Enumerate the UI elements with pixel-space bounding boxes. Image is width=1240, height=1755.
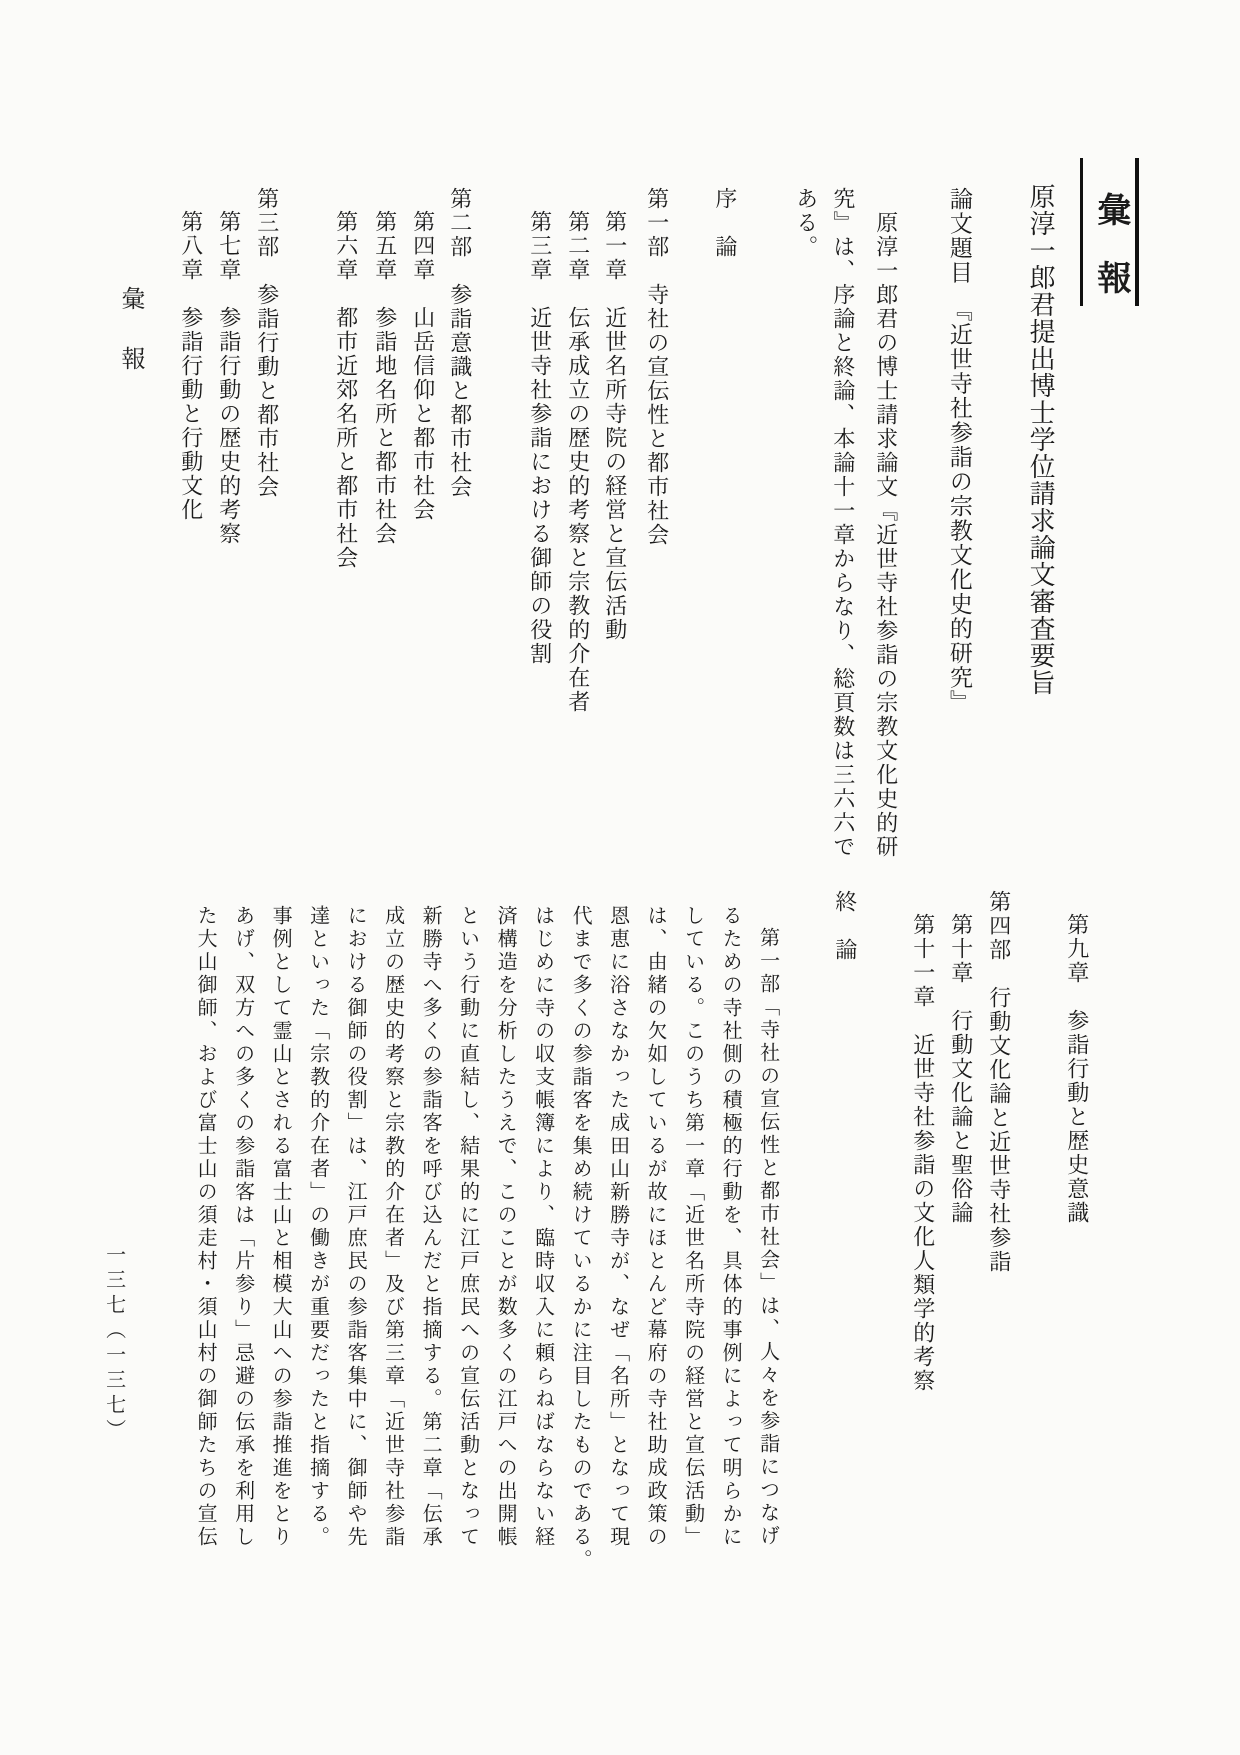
masthead-rule-left	[1080, 158, 1083, 306]
review-heading: 原淳一郎君提出博士学位請求論文審査要旨	[1025, 183, 1056, 696]
toc-entry-section: 終 論	[831, 890, 857, 962]
toc-entry-chapter: 第一章 近世名所寺院の経営と宣伝活動	[601, 210, 627, 642]
toc-entry-chapter: 第十一章 近世寺社参詣の文化人類学的考察	[909, 913, 935, 1393]
toc-entry-part: 第一部 寺社の宣伝性と都市社会	[643, 187, 669, 547]
toc-entry-part: 第四部 行動文化論と近世寺社参詣	[985, 890, 1011, 1274]
masthead-title: 彙報	[1090, 192, 1131, 328]
intro-column: 究』は、序論と終論、本論十一章からなり、総頁数は三六六で	[829, 187, 855, 859]
toc-entry-chapter: 第六章 都市近郊名所と都市社会	[332, 210, 358, 570]
toc-entry-part: 第三部 参詣行動と都市社会	[253, 187, 279, 499]
body-column: は、由緒の欠如しているが故にほとんど幕府の寺社助成政策の	[644, 905, 669, 1549]
toc-entry-chapter: 第九章 参詣行動と歴史意識	[1063, 913, 1089, 1225]
toc-entry-section: 序 論	[711, 187, 737, 259]
toc-entry-chapter: 第八章 参詣行動と行動文化	[177, 210, 203, 522]
toc-entry-part: 第二部 参詣意識と都市社会	[446, 187, 472, 499]
body-column: 新勝寺へ多くの参詣客を呼び込んだと指摘する。第二章「伝承	[419, 905, 444, 1549]
toc-entry-chapter: 第二章 伝承成立の歴史的考察と宗教的介在者	[564, 210, 590, 714]
body-column: している。このうち第一章「近世名所寺院の経営と宣伝活動」	[681, 905, 706, 1549]
body-column: はじめに寺の収支帳簿により、臨時収入に頼らねばならない経	[531, 905, 556, 1549]
body-column: という行動に直結し、結果的に江戸庶民への宣伝活動となって	[456, 905, 481, 1549]
toc-entry-chapter: 第五章 参詣地名所と都市社会	[371, 210, 397, 546]
toc-entry-chapter: 第七章 参詣行動の歴史的考察	[215, 210, 241, 546]
toc-entry-chapter: 第十章 行動文化論と聖俗論	[947, 913, 973, 1225]
body-column: 成立の歴史的考察と宗教的介在者」及び第三章「近世寺社参詣	[381, 905, 406, 1549]
body-column: 代まで多くの参詣客を集め続けているかに注目したものである。	[569, 905, 594, 1572]
masthead-rule-right	[1135, 158, 1139, 306]
intro-column: 原淳一郎君の博士請求論文『近世寺社参詣の宗教文化史的研	[872, 211, 898, 859]
toc-entry-chapter: 第三章 近世寺社参詣における御師の役割	[526, 210, 552, 666]
body-column: あげ、双方への多くの参詣客は「片参り」忌避の伝承を利用し	[231, 905, 256, 1549]
page-number: 一三七（一三七）	[102, 1244, 127, 1444]
body-column: 恩恵に浴さなかった成田山新勝寺が、なぜ「名所」となって現	[606, 905, 631, 1549]
toc-entry-chapter: 第四章 山岳信仰と都市社会	[409, 210, 435, 522]
running-head: 彙 報	[116, 286, 145, 376]
body-column: 済構造を分析したうえで、このことが数多くの江戸への出開帳	[494, 905, 519, 1549]
intro-column: ある。	[792, 187, 818, 259]
body-column: における御師の役割」は、江戸庶民の参詣客集中に、御師や先	[344, 905, 369, 1549]
thesis-subject: 論文題目 『近世寺社参詣の宗教文化史的研究』	[945, 187, 972, 715]
body-column: 達といった「宗教的介在者」の働きが重要だったと指摘する。	[306, 905, 331, 1549]
body-column: 第一部「寺社の宣伝性と都市社会」は、人々を参詣につなげ	[756, 927, 781, 1548]
body-column: た大山御師、および富士山の須走村・須山村の御師たちの宣伝	[194, 905, 219, 1549]
body-column: 事例として霊山とされる富士山と相模大山への参詣推進をとり	[269, 905, 294, 1549]
body-column: るための寺社側の積極的行動を、具体的事例によって明らかに	[719, 905, 744, 1549]
